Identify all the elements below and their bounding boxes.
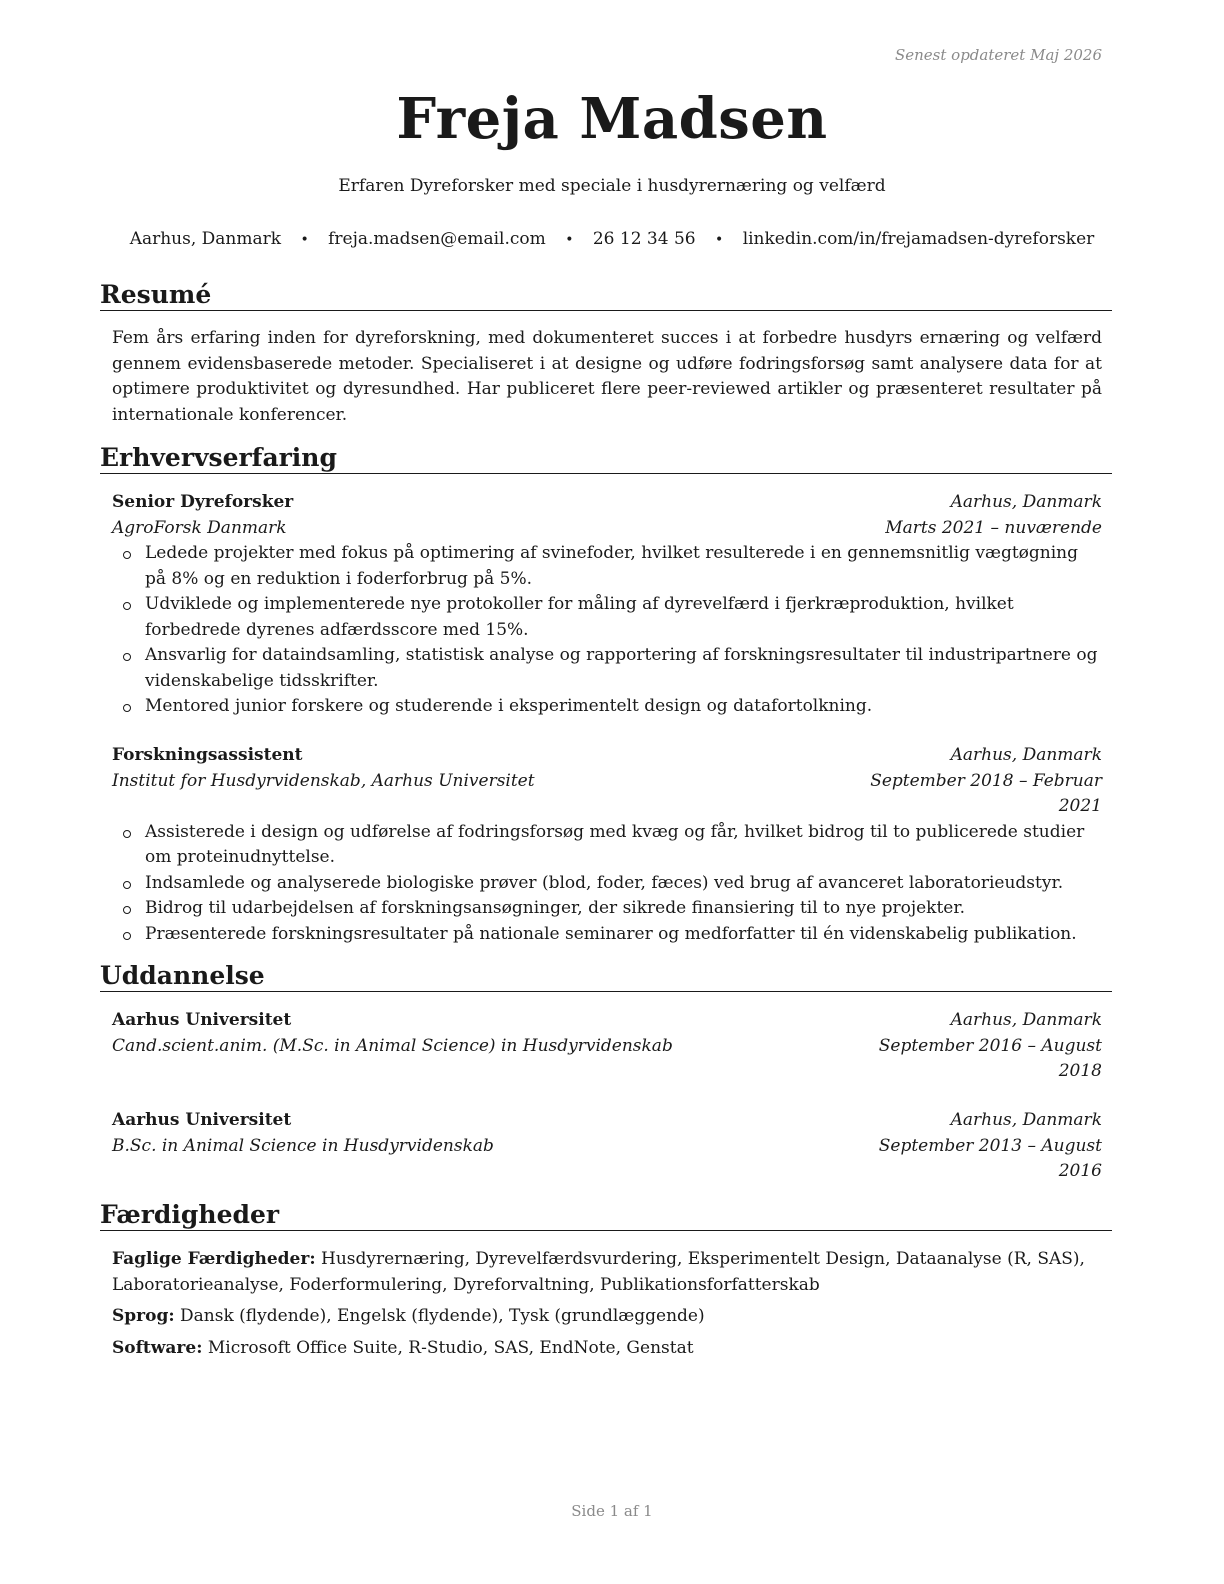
candidate-name: Freja Madsen — [396, 86, 828, 152]
bullet-circle-icon — [123, 906, 131, 914]
education-entry — [112, 1008, 1102, 1085]
skills-label: Software: — [112, 1337, 203, 1358]
bullet-text: Assisterede i design og udførelse af fodringsforsøg med kvæg og får, hvilket bidrog til to publicerede studier om proteinudnyttelse. — [145, 821, 1085, 867]
summary-text: Fem års erfaring inden for dyreforskning, med dokumenteret succes i at forbedre husdyrs ernæring og velfærd gennem evidensbaserede metoder. Specialiseret i at designe og udføre fodringsforsøg samt analysere data for at optimere produktivitet og dyresundhed. Har publiceret flere peer-reviewed artikler og præsenteret resultater på internationale konferencer. — [112, 328, 1102, 425]
separator: • — [715, 232, 724, 248]
school-location: Aarhus, Danmark — [950, 1110, 1102, 1130]
last-updated: Senest opdateret Maj 2026 — [894, 46, 1102, 64]
experience-entry — [112, 490, 1102, 720]
bullet-text: Udviklede og implementerede nye protokoller for måling af dyrevelfærd i fjerkræproduktion, hvilket forbedrede dyrenes adfærdsscore med 15%. — [145, 594, 1014, 640]
separator: • — [565, 232, 574, 248]
contact-phone: 26 12 34 56 — [592, 229, 696, 249]
skills-languages — [112, 1304, 1107, 1330]
skills-value: Husdyrernæring, Dyrevelfærdsvurdering, Eksperimentelt Design, Dataanalyse (R, SAS), Laboratorieanalyse, Foderformulering, Dyreforvaltning, Publikationsforfatterskab — [112, 1249, 1085, 1295]
education-dates: September 2016 – August — [878, 1035, 1102, 1056]
bullet-circle-icon — [123, 602, 131, 610]
bullet-circle-icon — [123, 830, 131, 838]
education-dates-continued: 2018 — [1058, 1061, 1102, 1081]
bullet-text: Ledede projekter med fokus på optimering af svinefoder, hvilket resulterede i en gennemsnitlig vægtøgning på 8% og en reduktion i foderforbrug på 5%. — [145, 543, 1078, 589]
skills-professional — [112, 1247, 1107, 1298]
job-title: Forskningsassistent — [112, 745, 303, 765]
bullet-text: Ansvarlig for dataindsamling, statistisk analyse og rapportering af forskningsresultater til industripartnere og videnskabelige tidsskrifter. — [145, 645, 1098, 691]
list-item — [112, 694, 1102, 720]
list-item — [112, 871, 1102, 897]
skills-label: Sprog: — [112, 1306, 175, 1326]
job-organization: Institut for Husdyrvidenskab, Aarhus Universitet — [112, 770, 535, 791]
section-title-skills: Færdigheder — [100, 1200, 1112, 1231]
contact-line — [0, 229, 1224, 249]
skills-value: Dansk (flydende), Engelsk (flydende), Tysk (grundlæggende) — [180, 1306, 705, 1326]
list-item — [112, 820, 1102, 871]
job-dates: September 2018 – Februar — [870, 770, 1102, 791]
job-dates-continued: 2021 — [1058, 796, 1102, 816]
skills-label: Faglige Færdigheder: — [112, 1249, 316, 1269]
bullet-text: Præsenterede forskningsresultater på nationale seminarer og medforfatter til én videnskabelig publikation. — [145, 923, 1077, 944]
section-title-education: Uddannelse — [100, 961, 1112, 992]
list-item — [112, 643, 1102, 694]
job-bullets — [112, 820, 1102, 948]
section-title-experience: Erhvervserfaring — [100, 443, 1112, 474]
job-title: Senior Dyreforsker — [112, 492, 294, 512]
school-name: Aarhus Universitet — [112, 1010, 292, 1030]
bullet-circle-icon — [123, 551, 131, 559]
job-location: Aarhus, Danmark — [950, 492, 1102, 512]
job-organization: AgroForsk Danmark — [112, 517, 287, 538]
list-item — [112, 896, 1102, 922]
list-item — [112, 922, 1102, 948]
education-entry — [112, 1108, 1102, 1185]
job-bullets — [112, 541, 1102, 720]
job-location: Aarhus, Danmark — [950, 745, 1102, 765]
bullet-circle-icon — [123, 653, 131, 661]
bullet-text: Mentored junior forskere og studerende i eksperimentelt design og datafortolkning. — [145, 696, 873, 716]
contact-email[interactable]: freja.madsen@email.com — [328, 229, 546, 249]
degree: Cand.scient.anim. (M.Sc. in Animal Science) in Husdyrvidenskab — [112, 1035, 673, 1056]
experience-entry — [112, 743, 1102, 947]
list-item — [112, 541, 1102, 592]
separator: • — [300, 232, 309, 248]
section-title-summary: Resumé — [100, 280, 1112, 311]
degree: B.Sc. in Animal Science in Husdyrvidenskab — [112, 1135, 494, 1156]
bullet-circle-icon — [123, 932, 131, 940]
education-dates: September 2013 – August — [878, 1135, 1102, 1156]
skills-software — [112, 1336, 1107, 1362]
education-dates-continued: 2016 — [1058, 1161, 1102, 1181]
skills-value: Microsoft Office Suite, R-Studio, SAS, EndNote, Genstat — [207, 1337, 694, 1358]
skills-block — [112, 1247, 1107, 1367]
page-number: Side 1 af 1 — [571, 1502, 653, 1520]
bullet-circle-icon — [123, 704, 131, 712]
school-name: Aarhus Universitet — [112, 1110, 292, 1130]
list-item — [112, 592, 1102, 643]
school-location: Aarhus, Danmark — [950, 1010, 1102, 1030]
bullet-circle-icon — [123, 881, 131, 889]
bullet-text: Bidrog til udarbejdelsen af forskningsansøgninger, der sikrede finansiering til to nye projekter. — [145, 898, 966, 918]
bullet-text: Indsamlede og analyserede biologiske prøver (blod, foder, fæces) ved brug af avanceret laboratorieudstyr. — [145, 872, 1064, 893]
job-dates: Marts 2021 – nuværende — [885, 517, 1102, 538]
contact-linkedin[interactable]: linkedin.com/in/frejamadsen-dyreforsker — [742, 229, 1095, 249]
contact-location: Aarhus, Danmark — [129, 229, 282, 249]
tagline: Erfaren Dyreforsker med speciale i husdyrernæring og velfærd — [338, 176, 886, 196]
